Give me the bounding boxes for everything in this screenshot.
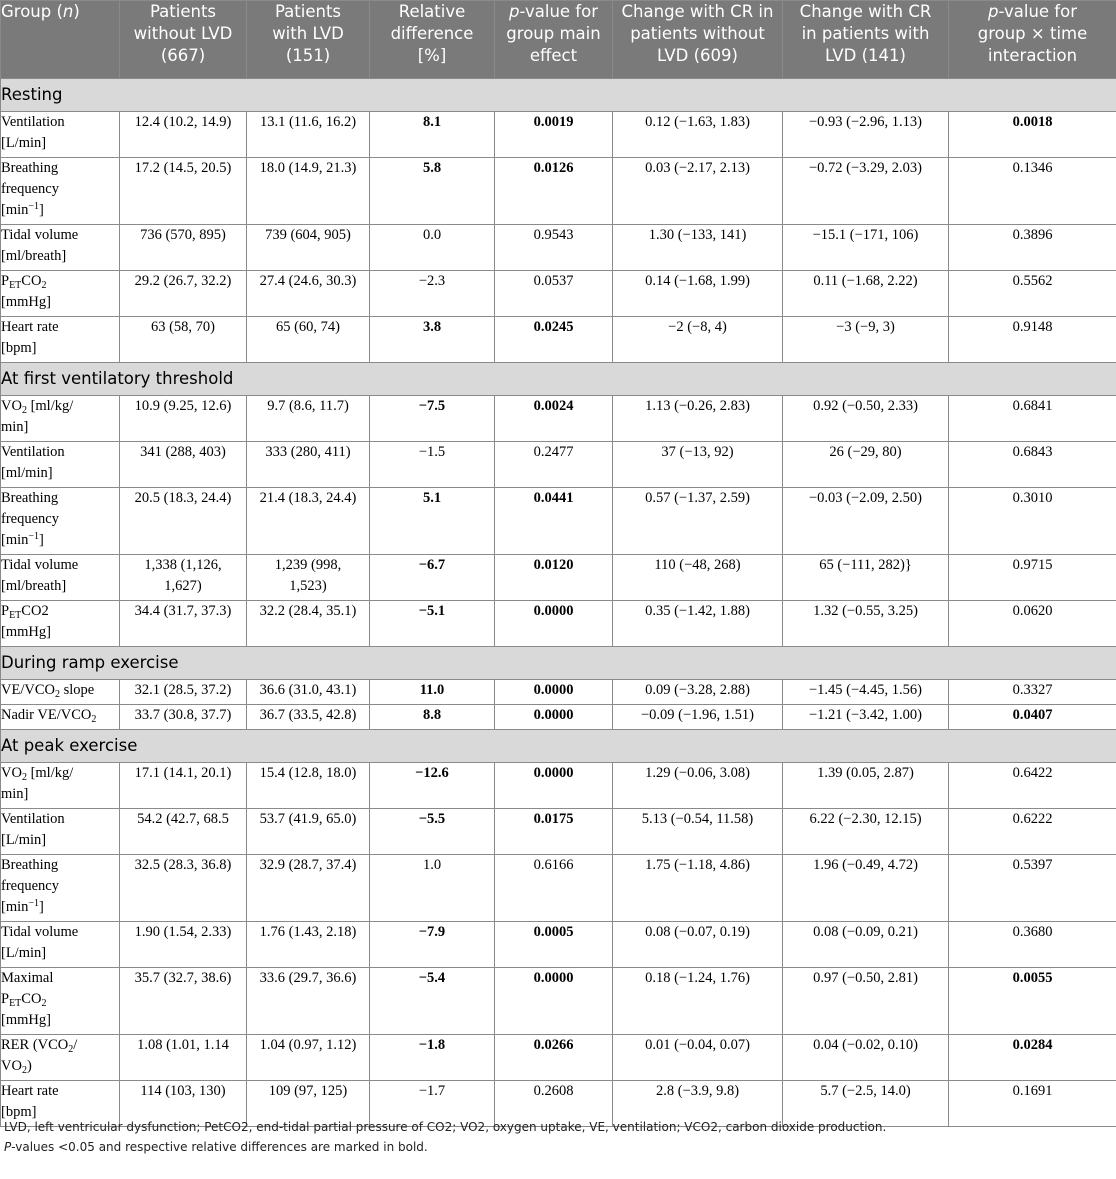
cell: 0.0 xyxy=(370,225,495,271)
cell: 0.11 (−1.68, 2.22) xyxy=(783,271,949,317)
cell: 1.04 (0.97, 1.12) xyxy=(247,1035,370,1081)
section-first-ventilatory-threshold xyxy=(1,363,1116,396)
cell: 0.0537 xyxy=(495,271,613,317)
cell: 17.2 (14.5, 20.5) xyxy=(120,158,247,225)
table-row xyxy=(1,442,1116,488)
cell: 0.57 (−1.37, 2.59) xyxy=(613,488,783,555)
cell: 32.1 (28.5, 37.2) xyxy=(120,680,247,705)
row-label: Breathing frequency $[\min^{-1}]$ xyxy=(1,488,120,555)
table-row xyxy=(1,968,1116,1035)
cell: 0.0126 xyxy=(495,158,613,225)
cell: 0.0245 xyxy=(495,317,613,363)
cell: 0.5397 xyxy=(949,855,1116,922)
cell: 736 (570, 895) xyxy=(120,225,247,271)
cell: 1.76 (1.43, 2.18) xyxy=(247,922,370,968)
section-resting xyxy=(1,79,1116,112)
table-row xyxy=(1,680,1116,705)
cell: 0.0000 xyxy=(495,968,613,1035)
section-title: During ramp exercise xyxy=(1,647,1116,680)
row-label: Heart rate [bpm] xyxy=(1,317,120,363)
row-label: Heart rate [bpm] xyxy=(1,1081,120,1127)
table-row xyxy=(1,1035,1116,1081)
cell: 0.2477 xyxy=(495,442,613,488)
table-row xyxy=(1,705,1116,730)
cell: 26 (−29, 80) xyxy=(783,442,949,488)
cell: −7.9 xyxy=(370,922,495,968)
cell: −1.7 xyxy=(370,1081,495,1127)
cell: 1.30 (−133, 141) xyxy=(613,225,783,271)
cell: 32.5 (28.3, 36.8) xyxy=(120,855,247,922)
cell: 0.6166 xyxy=(495,855,613,922)
cell: 11.0 xyxy=(370,680,495,705)
table-row xyxy=(1,555,1116,601)
table-row xyxy=(1,317,1116,363)
cell: 0.18 (−1.24, 1.76) xyxy=(613,968,783,1035)
row-label: $VO_2$ [ml/kg/ min] xyxy=(1,763,120,809)
cell: 1.08 (1.01, 1.14 xyxy=(120,1035,247,1081)
header-change-without-lvd: Change with CR in patients without LVD (609) xyxy=(613,1,783,79)
cell: 0.0000 xyxy=(495,601,613,647)
cell: −1.8 xyxy=(370,1035,495,1081)
cell: 0.3327 xyxy=(949,680,1116,705)
cell: 0.6422 xyxy=(949,763,1116,809)
cell: 8.1 xyxy=(370,112,495,158)
cell: 36.7 (33.5, 42.8) xyxy=(247,705,370,730)
cell: 0.0266 xyxy=(495,1035,613,1081)
cell: 32.9 (28.7, 37.4) xyxy=(247,855,370,922)
table-row xyxy=(1,809,1116,855)
cell: 1.32 (−0.55, 3.25) xyxy=(783,601,949,647)
cell: 0.0000 xyxy=(495,705,613,730)
row-label: $VE/VCO_2$ slope xyxy=(1,680,120,705)
cell: 0.1691 xyxy=(949,1081,1116,1127)
cell: 12.4 (10.2, 14.9) xyxy=(120,112,247,158)
cell: 33.6 (29.7, 36.6) xyxy=(247,968,370,1035)
cell: 0.3010 xyxy=(949,488,1116,555)
cell: 34.4 (31.7, 37.3) xyxy=(120,601,247,647)
cell: 1.96 (−0.49, 4.72) xyxy=(783,855,949,922)
cell: 1.39 (0.05, 2.87) xyxy=(783,763,949,809)
cell: 9.7 (8.6, 11.7) xyxy=(247,396,370,442)
cell: 739 (604, 905) xyxy=(247,225,370,271)
cell: 0.0024 xyxy=(495,396,613,442)
cell: 0.0120 xyxy=(495,555,613,601)
table-row xyxy=(1,922,1116,968)
cell: 0.9715 xyxy=(949,555,1116,601)
cell: 18.0 (14.9, 21.3) xyxy=(247,158,370,225)
cell: 36.6 (31.0, 43.1) xyxy=(247,680,370,705)
footnote-abbreviations: LVD, left ventricular dysfunction; PetCO2, end-tidal partial pressure of CO2; VO2, oxygen uptake, VE, ventilation; VCO2, carbon dioxide production. xyxy=(4,1120,887,1134)
cell: 32.2 (28.4, 35.1) xyxy=(247,601,370,647)
cell: 5.7 (−2.5, 14.0) xyxy=(783,1081,949,1127)
row-label: Ventilation [L/min] xyxy=(1,809,120,855)
row-label: Ventilation [L/min] xyxy=(1,112,120,158)
cell: −12.6 xyxy=(370,763,495,809)
cell: 0.97 (−0.50, 2.81) xyxy=(783,968,949,1035)
section-title: At peak exercise xyxy=(1,730,1116,763)
table-row xyxy=(1,396,1116,442)
cell: −5.5 xyxy=(370,809,495,855)
cell: 6.22 (−2.30, 12.15) xyxy=(783,809,949,855)
cell: 110 (−48, 268) xyxy=(613,555,783,601)
cell: 1,239 (998, 1,523) xyxy=(247,555,370,601)
table-row xyxy=(1,271,1116,317)
row-label: Breathing frequency $[\min^{-1}]$ xyxy=(1,158,120,225)
cell: 0.6841 xyxy=(949,396,1116,442)
cell: 0.0000 xyxy=(495,680,613,705)
cell: 0.0019 xyxy=(495,112,613,158)
table-footnotes xyxy=(4,1117,1104,1157)
cell: 0.35 (−1.42, 1.88) xyxy=(613,601,783,647)
cell: 0.14 (−1.68, 1.99) xyxy=(613,271,783,317)
cell: 333 (280, 411) xyxy=(247,442,370,488)
cell: 3.8 xyxy=(370,317,495,363)
cell: 37 (−13, 92) xyxy=(613,442,783,488)
cell: 0.04 (−0.02, 0.10) xyxy=(783,1035,949,1081)
cell: 21.4 (18.3, 24.4) xyxy=(247,488,370,555)
cell: 0.0284 xyxy=(949,1035,1116,1081)
table-row xyxy=(1,158,1116,225)
cell: 54.2 (42.7, 68.5 xyxy=(120,809,247,855)
header-without-lvd: Patients without LVD (667) xyxy=(120,1,247,79)
cell: −2 (−8, 4) xyxy=(613,317,783,363)
header-group: Group (n) xyxy=(1,1,120,79)
cell: −5.4 xyxy=(370,968,495,1035)
table-row xyxy=(1,225,1116,271)
cell: 15.4 (12.8, 18.0) xyxy=(247,763,370,809)
cell: 0.0000 xyxy=(495,763,613,809)
cell: −1.5 xyxy=(370,442,495,488)
cell: 5.1 xyxy=(370,488,495,555)
cell: 1.75 (−1.18, 4.86) xyxy=(613,855,783,922)
cell: −1.21 (−3.42, 1.00) xyxy=(783,705,949,730)
header-row xyxy=(1,1,1116,79)
cell: 0.9148 xyxy=(949,317,1116,363)
section-ramp-exercise xyxy=(1,647,1116,680)
row-label: Tidal volume [ml/breath] xyxy=(1,225,120,271)
cell: −5.1 xyxy=(370,601,495,647)
cell: 0.6222 xyxy=(949,809,1116,855)
cell: 0.9543 xyxy=(495,225,613,271)
cell: −0.03 (−2.09, 2.50) xyxy=(783,488,949,555)
cell: 0.3680 xyxy=(949,922,1116,968)
cell: 0.0005 xyxy=(495,922,613,968)
cell: −0.72 (−3.29, 2.03) xyxy=(783,158,949,225)
cell: 53.7 (41.9, 65.0) xyxy=(247,809,370,855)
cell: 35.7 (32.7, 38.6) xyxy=(120,968,247,1035)
cell: 0.2608 xyxy=(495,1081,613,1127)
cell: 0.3896 xyxy=(949,225,1116,271)
cell: 20.5 (18.3, 24.4) xyxy=(120,488,247,555)
cell: 0.01 (−0.04, 0.07) xyxy=(613,1035,783,1081)
cell: 17.1 (14.1, 20.1) xyxy=(120,763,247,809)
cell: 0.0407 xyxy=(949,705,1116,730)
row-label: $VO_2$ [ml/kg/ min] xyxy=(1,396,120,442)
cell: 0.6843 xyxy=(949,442,1116,488)
row-label: RER ($VCO_2/$ $VO_2$) xyxy=(1,1035,120,1081)
cell: 0.12 (−1.63, 1.83) xyxy=(613,112,783,158)
cell: 1,338 (1,126, 1,627) xyxy=(120,555,247,601)
table-row xyxy=(1,601,1116,647)
cell: 13.1 (11.6, 16.2) xyxy=(247,112,370,158)
cell: 0.03 (−2.17, 2.13) xyxy=(613,158,783,225)
cell: −0.09 (−1.96, 1.51) xyxy=(613,705,783,730)
row-label: Ventilation [ml/min] xyxy=(1,442,120,488)
row-label: $P_{ET}CO_2$ [mmHg] xyxy=(1,271,120,317)
table-row xyxy=(1,855,1116,922)
cell: 0.0441 xyxy=(495,488,613,555)
row-label: $P_{ET}CO2$ [mmHg] xyxy=(1,601,120,647)
cell: −1.45 (−4.45, 1.56) xyxy=(783,680,949,705)
row-label: Nadir $VE/VCO_2$ xyxy=(1,705,120,730)
cell: −6.7 xyxy=(370,555,495,601)
cell: 0.08 (−0.07, 0.19) xyxy=(613,922,783,968)
row-label: Maximal $P_{ET}CO_2$ [mmHg] xyxy=(1,968,120,1035)
row-label: Tidal volume [ml/breath] xyxy=(1,555,120,601)
section-peak-exercise xyxy=(1,730,1116,763)
header-with-lvd: Patients with LVD (151) xyxy=(247,1,370,79)
cell: 0.08 (−0.09, 0.21) xyxy=(783,922,949,968)
cell: 1.0 xyxy=(370,855,495,922)
cell: 27.4 (24.6, 30.3) xyxy=(247,271,370,317)
section-title: At first ventilatory threshold xyxy=(1,363,1116,396)
cell: 0.1346 xyxy=(949,158,1116,225)
cell: −15.1 (−171, 106) xyxy=(783,225,949,271)
cell: −2.3 xyxy=(370,271,495,317)
cell: 0.0055 xyxy=(949,968,1116,1035)
cell: 5.13 (−0.54, 11.58) xyxy=(613,809,783,855)
cell: 1.90 (1.54, 2.33) xyxy=(120,922,247,968)
cell: 1.13 (−0.26, 2.83) xyxy=(613,396,783,442)
cell: 1.29 (−0.06, 3.08) xyxy=(613,763,783,809)
cell: 114 (103, 130) xyxy=(120,1081,247,1127)
cell: −7.5 xyxy=(370,396,495,442)
cell: 2.8 (−3.9, 9.8) xyxy=(613,1081,783,1127)
cell: 8.8 xyxy=(370,705,495,730)
footnote-bold-note: P-values <0.05 and respective relative differences are marked in bold. xyxy=(4,1140,428,1154)
cell: 0.09 (−3.28, 2.88) xyxy=(613,680,783,705)
cell: 29.2 (26.7, 32.2) xyxy=(120,271,247,317)
cell: 109 (97, 125) xyxy=(247,1081,370,1127)
row-label: Breathing frequency $[\min^{-1}]$ xyxy=(1,855,120,922)
cell: 65 (60, 74) xyxy=(247,317,370,363)
cell: 0.0018 xyxy=(949,112,1116,158)
cell: 5.8 xyxy=(370,158,495,225)
cell: 0.5562 xyxy=(949,271,1116,317)
row-label: Tidal volume [L/min] xyxy=(1,922,120,968)
cell: 63 (58, 70) xyxy=(120,317,247,363)
cell: −3 (−9, 3) xyxy=(783,317,949,363)
cell: 65 (−111, 282)} xyxy=(783,555,949,601)
cell: 0.92 (−0.50, 2.33) xyxy=(783,396,949,442)
section-title: Resting xyxy=(1,79,1116,112)
cell: 33.7 (30.8, 37.7) xyxy=(120,705,247,730)
table-row xyxy=(1,112,1116,158)
header-change-with-lvd: Change with CR in patients with LVD (141) xyxy=(783,1,949,79)
header-p-interaction: p-value for group × time interaction xyxy=(949,1,1116,79)
header-relative-difference: Relative difference [%] xyxy=(370,1,495,79)
table-row xyxy=(1,488,1116,555)
cell: 0.0175 xyxy=(495,809,613,855)
cell: 0.0620 xyxy=(949,601,1116,647)
header-p-main: p-value for group main effect xyxy=(495,1,613,79)
cell: 341 (288, 403) xyxy=(120,442,247,488)
cell: −0.93 (−2.96, 1.13) xyxy=(783,112,949,158)
table-row xyxy=(1,763,1116,809)
cell: 10.9 (9.25, 12.6) xyxy=(120,396,247,442)
